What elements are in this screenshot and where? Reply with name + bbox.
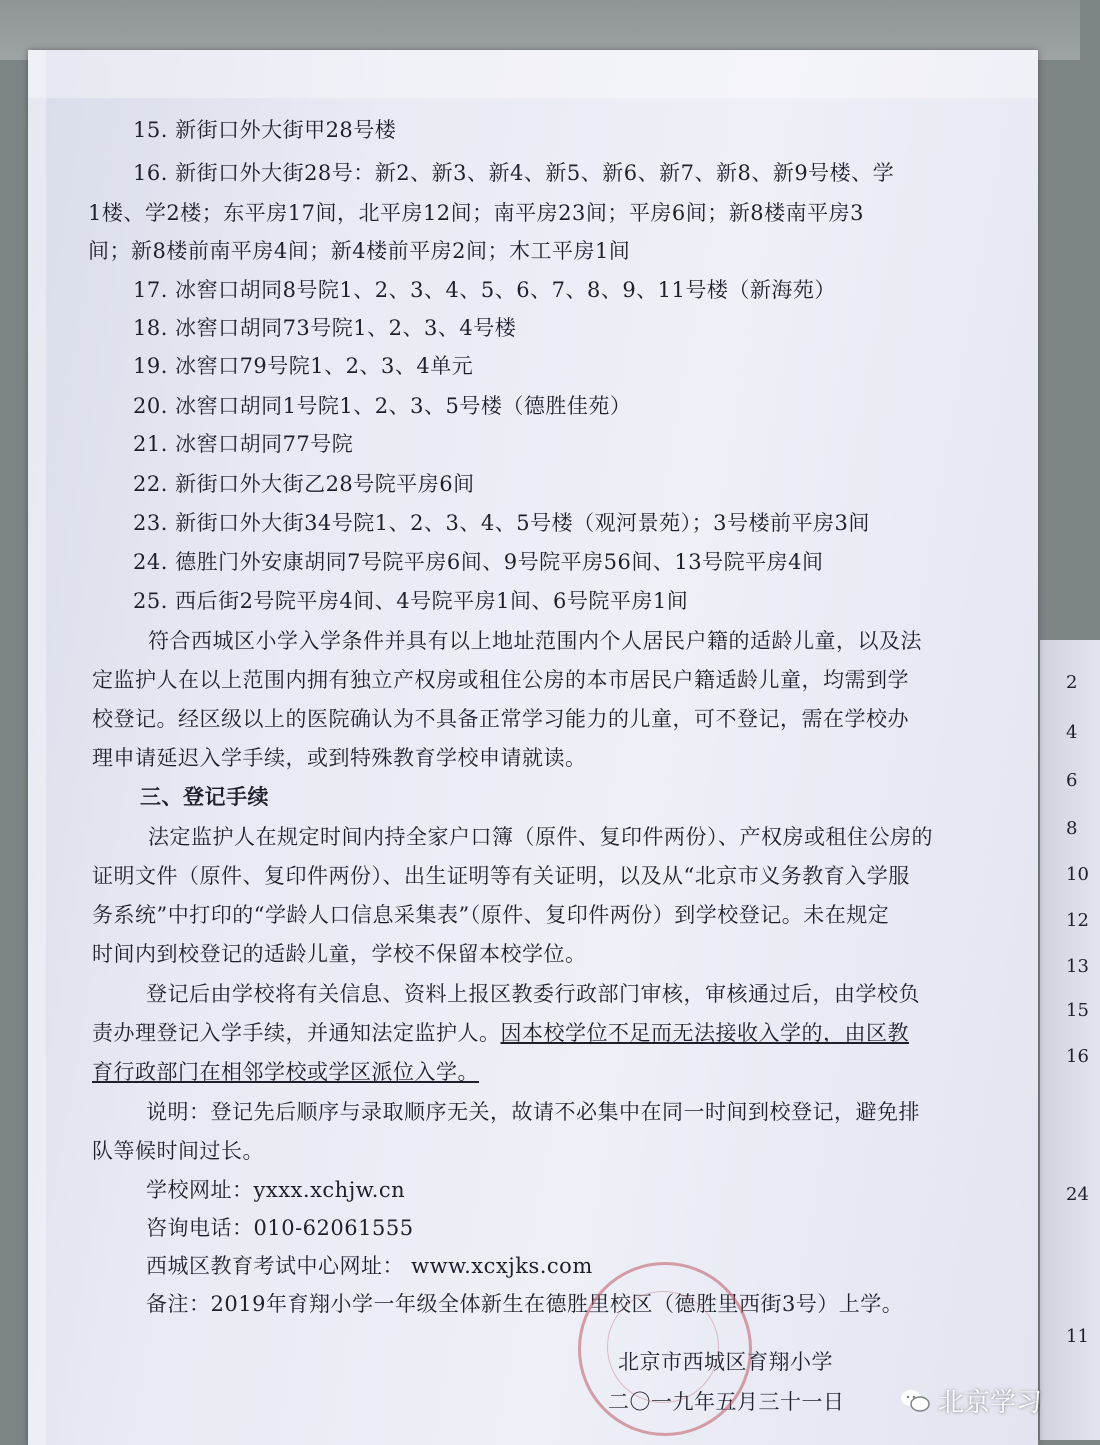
plastic-cover-edge (28, 50, 46, 1445)
adjacent-number: 10 (1066, 864, 1089, 885)
note-paragraph: 队等候时间过长。 (92, 1139, 264, 1163)
underlined-text: 因本校学位不足而无法接收入学的，由区教 (500, 1021, 909, 1045)
section-heading: 三、登记手续 (140, 785, 269, 809)
address-item-19: 19. 冰窖口79号院1、2、3、4单元 (133, 354, 474, 378)
watermark (900, 1382, 1042, 1419)
procedure-paragraph: 证明文件（原件、复印件两份）、出生证明等有关证明，以及从“北京市义务教育入学服 (92, 864, 910, 888)
contact-phone: 咨询电话：010-62061555 (146, 1216, 414, 1240)
wechat-icon (900, 1388, 930, 1414)
adjacent-number: 24 (1066, 1184, 1089, 1205)
signature-school: 北京市西城区育翔小学 (618, 1350, 833, 1374)
adjacent-number: 2 (1066, 672, 1078, 693)
adjacent-number: 11 (1066, 1326, 1089, 1347)
review-paragraph: 登记后由学校将有关信息、资料上报区教委行政部门审核，审核通过后，由学校负 (146, 982, 920, 1006)
exam-center-website: 西城区教育考试中心网址： www.xcxjks.com (146, 1254, 593, 1278)
address-item-20: 20. 冰窖口胡同1号院1、2、3、5号楼（德胜佳苑） (133, 394, 632, 418)
eligibility-paragraph: 校登记。经区级以上的医院确认为不具备正常学习能力的儿童，可不登记，需在学校办 (92, 707, 909, 731)
address-item-18: 18. 冰窖口胡同73号院1、2、3、4号楼 (133, 316, 517, 340)
eligibility-paragraph: 符合西城区小学入学条件并具有以上地址范围内个人居民户籍的适龄儿童，以及法 (148, 629, 922, 653)
adjacent-number: 4 (1066, 722, 1078, 743)
eligibility-paragraph: 理申请延迟入学手续，或到特殊教育学校申请就读。 (92, 746, 587, 770)
address-item-17: 17. 冰窖口胡同8号院1、2、3、4、5、6、7、8、9、11号楼（新海苑） (133, 278, 836, 302)
address-item-22: 22. 新街口外大街乙28号院平房6间 (133, 472, 475, 496)
plastic-cover-glare (28, 50, 1038, 98)
review-text: 责办理登记入学手续，并通知法定监护人。 (92, 1021, 501, 1045)
adjacent-notice-sheet (1040, 640, 1100, 1440)
adjacent-number: 12 (1066, 910, 1089, 931)
procedure-paragraph: 法定监护人在规定时间内持全家户口簿（原件、复印件两份）、产权房或租住公房的 (148, 825, 933, 849)
address-item-25: 25. 西后街2号院平房4间、4号院平房1间、6号院平房1间 (133, 589, 689, 613)
address-item-24: 24. 德胜门外安康胡同7号院平房6间、9号院平房56间、13号院平房4间 (133, 550, 824, 574)
adjacent-number: 16 (1066, 1046, 1089, 1067)
official-seal-icon (578, 1262, 752, 1436)
adjacent-number: 6 (1066, 770, 1078, 791)
address-item-16-cont: 1楼、学2楼；东平房17间，北平房12间；南平房23间；平房6间；新8楼南平房3 (88, 201, 864, 225)
address-item-21: 21. 冰窖口胡同77号院 (133, 432, 354, 456)
adjacent-number: 15 (1066, 1000, 1089, 1021)
address-item-23: 23. 新街口外大街34号院1、2、3、4、5号楼（观河景苑）；3号楼前平房3间 (133, 511, 870, 535)
procedure-paragraph: 时间内到校登记的适龄儿童，学校不保留本校学位。 (92, 942, 587, 966)
school-website: 学校网址：yxxx.xchjw.cn (146, 1178, 406, 1202)
address-item-16: 16. 新街口外大街28号：新2、新3、新4、新5、新6、新7、新8、新9号楼、学 (133, 161, 895, 185)
address-item-15: 15. 新街口外大街甲28号楼 (133, 118, 397, 142)
signature-date: 二〇一九年五月三十一日 (608, 1390, 845, 1414)
adjacent-number: 13 (1066, 956, 1089, 977)
note-paragraph: 说明：登记先后顺序与录取顺序无关，故请不必集中在同一时间到校登记，避免排 (146, 1100, 920, 1124)
procedure-paragraph: 务系统”中打印的“学龄人口信息采集表”（原件、复印件两份）到学校登记。未在规定 (92, 903, 890, 927)
seal-inner-ring (607, 1291, 719, 1403)
watermark-text: 北京学习 (938, 1388, 1043, 1418)
underlined-text: 育行政部门在相邻学校或学区派位入学。 (92, 1060, 479, 1084)
remark: 备注：2019年育翔小学一年级全体新生在德胜里校区（德胜里西街3号）上学。 (146, 1292, 904, 1316)
review-paragraph (92, 1023, 909, 1044)
adjacent-number: 8 (1066, 818, 1078, 839)
eligibility-paragraph: 定监护人在以上范围内拥有独立产权房或租住公房的本市居民户籍适龄儿童，均需到学 (92, 668, 909, 692)
notice-sheet (28, 50, 1038, 1445)
address-item-16-cont: 间；新8楼前南平房4间；新4楼前平房2间；木工平房1间 (88, 239, 631, 263)
